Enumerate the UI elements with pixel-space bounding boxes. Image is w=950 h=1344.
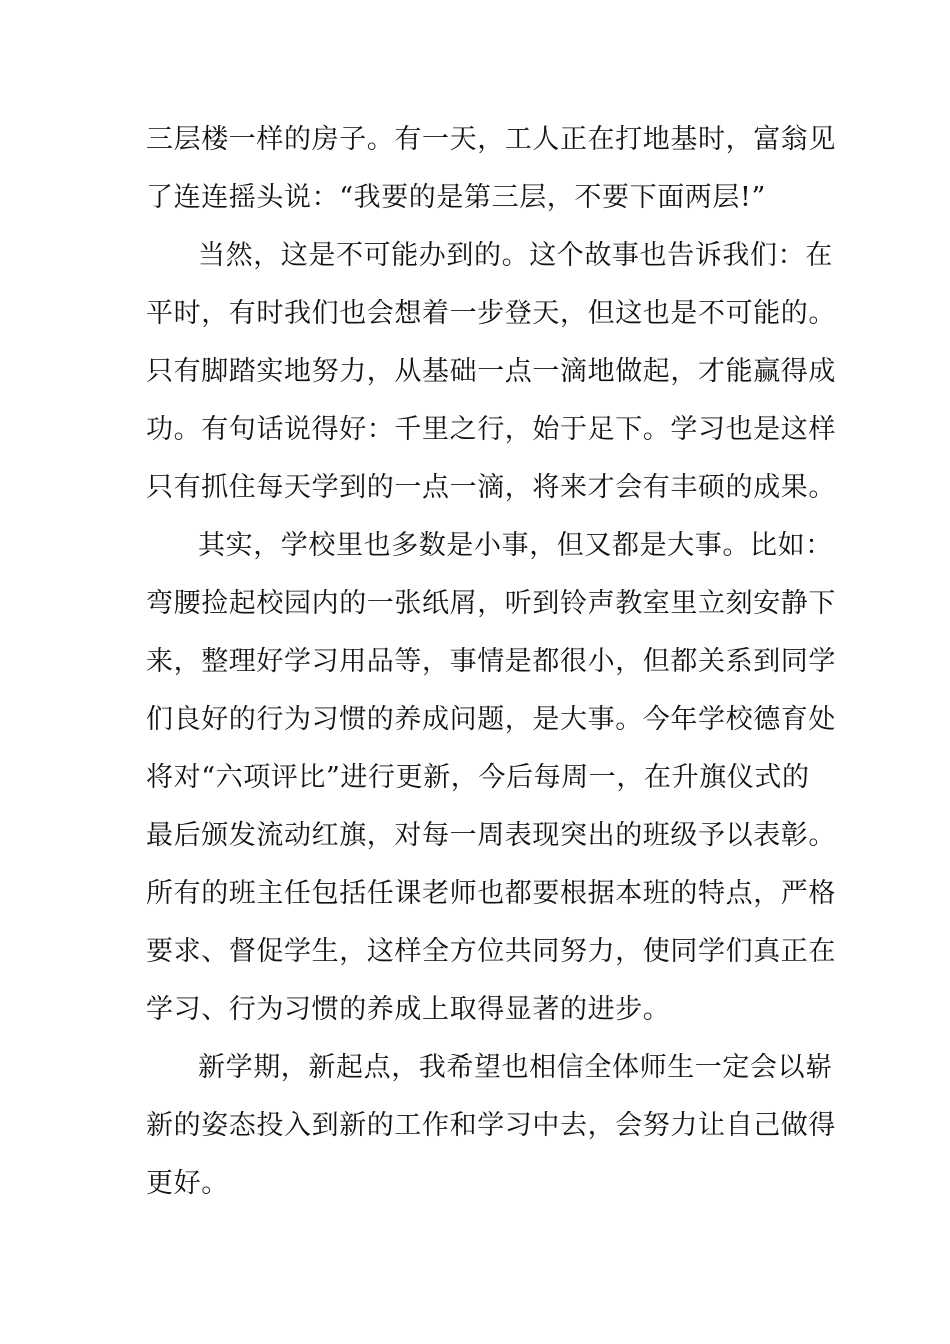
text-line: 来，整理好学习用品等，事情是都很小，但都关系到同学: [146, 646, 836, 677]
text-line: 学习、行为习惯的养成上取得显著的进步。: [146, 994, 671, 1025]
text-line: 们良好的行为习惯的养成问题，是大事。今年学校德育处: [146, 704, 836, 735]
text-line: 了连连摇头说：“我要的是第三层，不要下面两层!”: [146, 182, 766, 213]
text-line: 平时，有时我们也会想着一步登天，但这也是不可能的。: [146, 298, 836, 329]
text-line: 更好。: [146, 1168, 229, 1199]
text-line: 所有的班主任包括任课老师也都要根据本班的特点，严格: [146, 878, 836, 909]
text-line: 弯腰捡起校园内的一张纸屑，听到铃声教室里立刻安静下: [146, 588, 836, 619]
text-line: 最后颁发流动红旗，对每一周表现突出的班级予以表彰。: [146, 820, 836, 851]
text-line: 功。有句话说得好：千里之行，始于足下。学习也是这样: [146, 414, 836, 445]
text-line: 将对“六项评比”进行更新，今后每周一，在升旗仪式的: [146, 762, 810, 793]
paragraph-first-line: 其实，学校里也多数是小事，但又都是大事。比如：: [198, 530, 833, 561]
paragraph-first-line: 当然，这是不可能办到的。这个故事也告诉我们：在: [198, 240, 833, 271]
text-line: 只有抓住每天学到的一点一滴，将来才会有丰硕的成果。: [146, 472, 836, 503]
text-line: 三层楼一样的房子。有一天，工人正在打地基时，富翁见: [146, 124, 836, 155]
paragraph-first-line: 新学期，新起点，我希望也相信全体师生一定会以崭: [198, 1052, 833, 1083]
text-line: 要求、督促学生，这样全方位共同努力，使同学们真正在: [146, 936, 836, 967]
text-line: 新的姿态投入到新的工作和学习中去，会努力让自己做得: [146, 1110, 836, 1141]
text-line: 只有脚踏实地努力，从基础一点一滴地做起，才能赢得成: [146, 356, 836, 387]
